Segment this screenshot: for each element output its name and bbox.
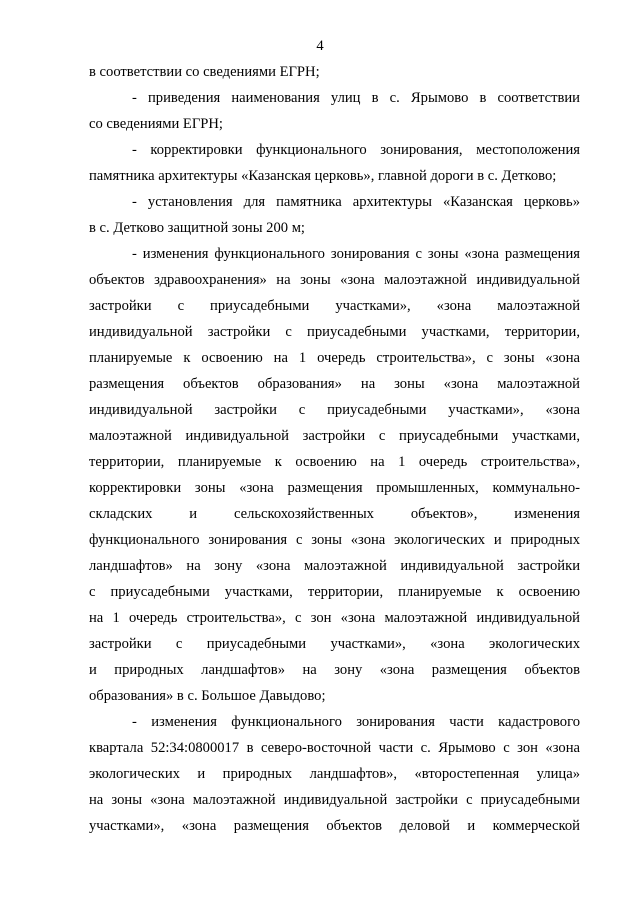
text-line: индивидуальной застройки с приусадебными участками, территории, xyxy=(89,324,580,340)
text-line: - корректировки функционального зонирования, местоположения xyxy=(132,142,580,158)
text-line: - изменения функционального зонирования части кадастрового xyxy=(132,714,580,730)
text-line: участками», «зона размещения объектов деловой и коммерческой xyxy=(89,818,580,834)
text-line: - приведения наименования улиц в с. Ярымово в соответствии xyxy=(132,90,580,106)
text-line: экологических и природных ландшафтов», «второстепенная улица» xyxy=(89,766,580,782)
text-line: корректировки зоны «зона размещения промышленных, коммунально- xyxy=(89,480,580,496)
text-line: в соответствии со сведениями ЕГРН; xyxy=(89,64,320,80)
text-line: в с. Детково защитной зоны 200 м; xyxy=(89,220,305,236)
text-line: - изменения функционального зонирования с зоны «зона размещения xyxy=(132,246,580,262)
text-line: складских и сельскохозяйственных объектов», изменения xyxy=(89,506,580,522)
text-line: на зоны «зона малоэтажной индивидуальной застройки с приусадебными xyxy=(89,792,580,808)
page-number: 4 xyxy=(316,38,324,54)
text-line: объектов здравоохранения» на зоны «зона малоэтажной индивидуальной xyxy=(89,272,580,288)
text-line: с приусадебными участками, территории, планируемые к освоению xyxy=(89,584,580,600)
text-line: индивидуальной застройки с приусадебными участками», «зона xyxy=(89,402,580,418)
text-line: на 1 очередь строительства», с зон «зона малоэтажной индивидуальной xyxy=(89,610,580,626)
text-line: застройки с приусадебными участками», «зона малоэтажной xyxy=(89,298,580,314)
text-line: и природных ландшафтов» на зону «зона размещения объектов xyxy=(89,662,580,678)
text-line: малоэтажной индивидуальной застройки с приусадебными участками, xyxy=(89,428,580,444)
text-line: территории, планируемые к освоению на 1 очередь строительства», xyxy=(89,454,580,470)
text-line: памятника архитектуры «Казанская церковь», главной дороги в с. Детково; xyxy=(89,168,557,184)
text-line: квартала 52:34:0800017 в северо-восточной части с. Ярымово с зон «зона xyxy=(89,740,580,756)
text-line: размещения объектов образования» на зоны «зона малоэтажной xyxy=(89,376,580,392)
text-line: образования» в с. Большое Давыдово; xyxy=(89,688,326,704)
text-line: - установления для памятника архитектуры «Казанская церковь» xyxy=(132,194,580,210)
text-line: планируемые к освоению на 1 очередь строительства», с зоны «зона xyxy=(89,350,580,366)
text-line: со сведениями ЕГРН; xyxy=(89,116,223,132)
text-line: застройки с приусадебными участками», «зона экологических xyxy=(89,636,580,652)
text-line: ландшафтов» на зону «зона малоэтажной индивидуальной застройки xyxy=(89,558,580,574)
text-line: функционального зонирования с зоны «зона экологических и природных xyxy=(89,532,580,548)
